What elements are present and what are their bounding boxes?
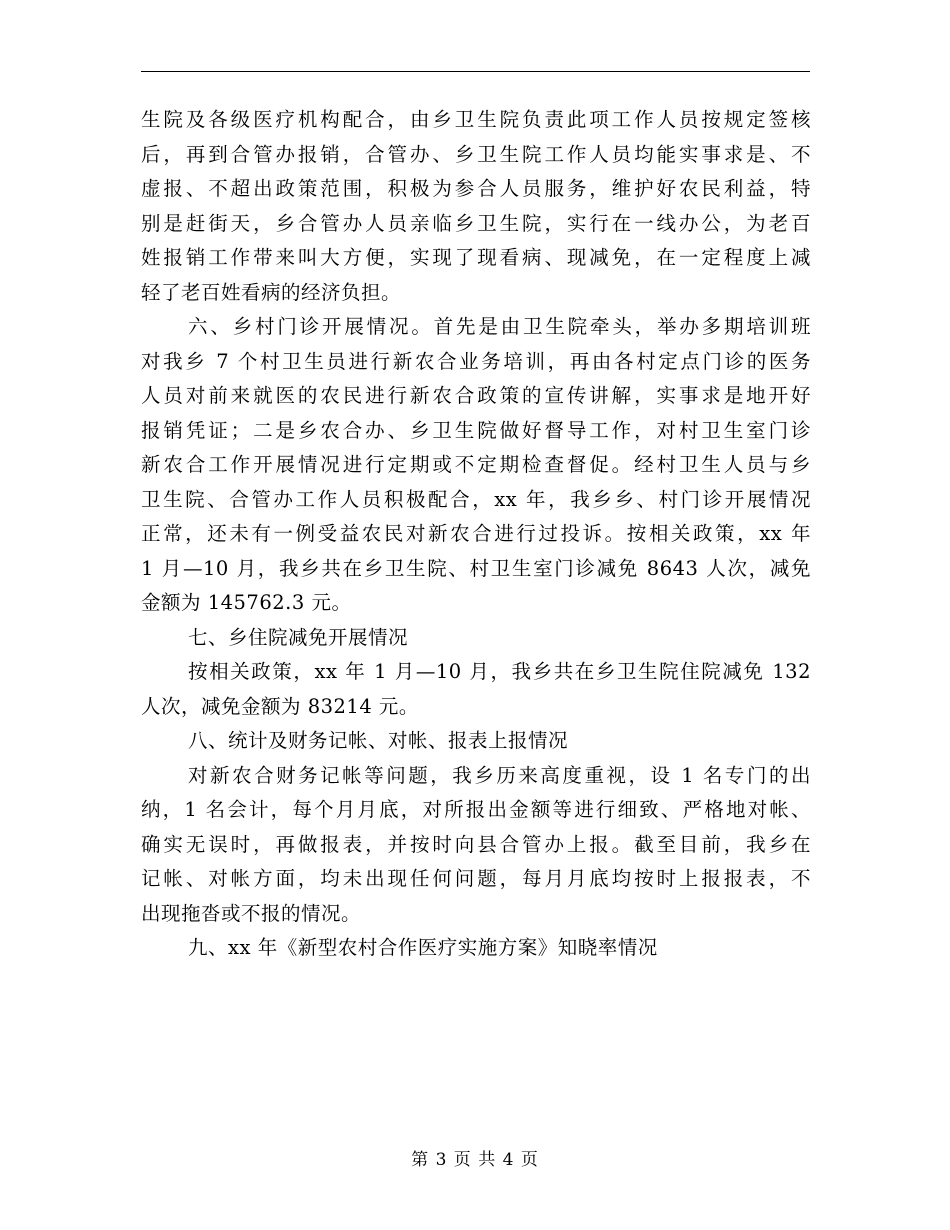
paragraph-line: 新农合工作开展情况进行定期或不定期检查督促。经村卫生人员与乡 [141, 453, 811, 476]
paragraph-line: 1 月—10 月，我乡共在乡卫生院、村卫生室门诊减免 8643 人次，减免 [141, 556, 811, 580]
section-heading-8: 八、统计及财务记帐、对帐、报表上报情况 [188, 729, 569, 752]
section-heading-7: 七、乡住院减免开展情况 [188, 625, 409, 649]
paragraph-line: 确实无误时，再做报表，并按时向县合管办上报。截至目前，我乡在 [141, 832, 811, 856]
section-heading-9: 九、xx 年《新型农村合作医疗实施方案》知晓率情况 [188, 936, 658, 959]
document-body [141, 103, 811, 966]
paragraph-line: 出现拖沓或不报的情况。 [141, 901, 362, 925]
paragraph-line: 生院及各级医疗机构配合，由乡卫生院负责此项工作人员按规定签核 [141, 108, 811, 131]
paragraph-line: 别是赶街天，乡合管办人员亲临乡卫生院，实行在一线办公，为老百 [141, 211, 811, 235]
paragraph-line: 记帐、对帐方面，均未出现任何问题，每月月底均按时上报报表，不 [141, 867, 811, 890]
paragraph-line: 报销凭证；二是乡农合办、乡卫生院做好督导工作，对村卫生室门诊 [141, 418, 811, 442]
paragraph-line: 人次，减免金额为 83214 元。 [141, 694, 419, 718]
paragraph-line: 人员对前来就医的农民进行新农合政策的宣传讲解，实事求是地开好 [141, 384, 811, 407]
paragraph-line: 对我乡 7 个村卫生员进行新农合业务培训，再由各村定点门诊的医务 [141, 349, 811, 373]
header-rule [141, 71, 810, 72]
paragraph-line: 卫生院、合管办工作人员积极配合，xx 年，我乡乡、村门诊开展情况 [141, 487, 811, 511]
paragraph-line: 姓报销工作带来叫大方便，实现了现看病、现减免，在一定程度上减 [141, 246, 811, 269]
paragraph-line: 正常，还未有一例受益农民对新农合进行过投诉。按相关政策，xx 年 [141, 522, 811, 545]
section-heading-6: 六、乡村门诊开展情况。首先是由卫生院牵头，举办多期培训班 [188, 315, 811, 338]
page-number-footer: 第 3 页 共 4 页 [411, 1150, 539, 1170]
paragraph-line: 金额为 145762.3 元。 [141, 591, 352, 614]
paragraph-line: 虚报、不超出政策范围，积极为参合人员服务，维护好农民利益，特 [141, 177, 811, 200]
paragraph-line: 后，再到合管办报销，合管办、乡卫生院工作人员均能实事求是、不 [141, 142, 811, 166]
paragraph-line: 轻了老百姓看病的经济负担。 [141, 280, 402, 304]
paragraph-line: 对新农合财务记帐等问题，我乡历来高度重视，设 1 名专门的出 [188, 763, 811, 787]
paragraph-line: 按相关政策，xx 年 1 月—10 月，我乡共在乡卫生院住院减免 132 [188, 660, 811, 683]
paragraph-line: 纳，1 名会计，每个月月底，对所报出金额等进行细致、严格地对帐、 [141, 798, 811, 821]
